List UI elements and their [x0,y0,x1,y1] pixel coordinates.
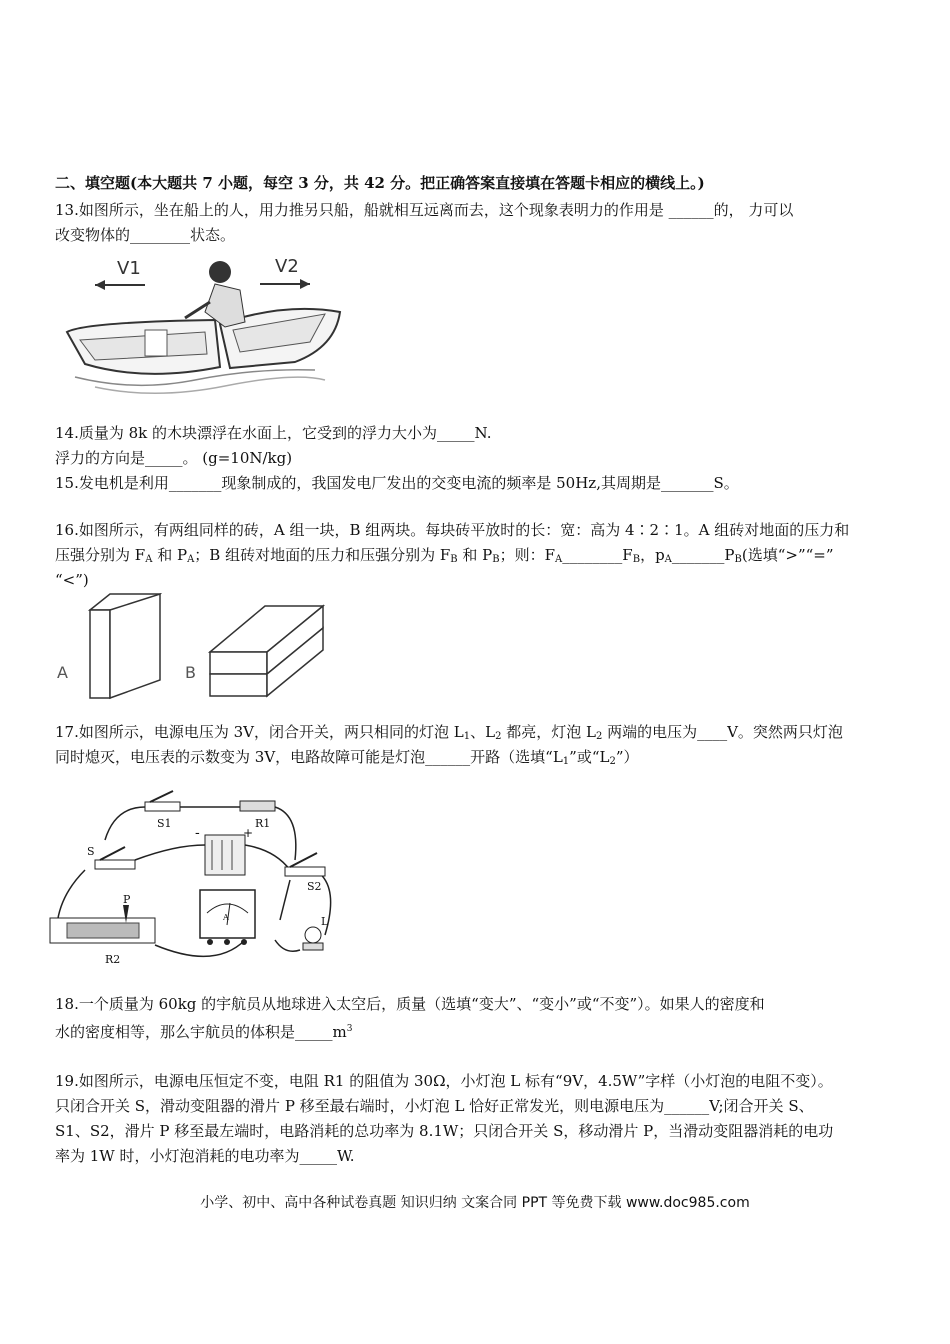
s1-label: S1 [157,817,172,830]
v2-label: V2 [275,256,299,277]
battery-minus: - [195,825,200,841]
q18-line1: 18.一个质量为 60kg 的宇航员从地球进入太空后，质量（选填“变大”、“变小”或“不变”）。如果人的密度和 [55,995,765,1013]
q19-line4: 率为 1W 时，小灯泡消耗的电功率为_____W. [55,1147,355,1165]
q18-line2: 水的密度相等，那么宇航员的体积是$\_\_\_\_\_m^3$ [55,1023,353,1041]
q19-line1: 19.如图所示，电源电压恒定不变，电阻 R1 的阻值为 30Ω，小灯泡 L 标有“9V，4.5W”字样（小灯泡的电阻不变）。 [55,1072,833,1090]
footer-text: 小学、初中、高中各种试卷真题 知识归纳 文案合同 PPT 等免费下载 www.doc985.com [200,1195,750,1211]
q14-line2: 浮力的方向是_____。 (g=10N/kg) [55,449,293,467]
s2-label: S2 [307,880,322,893]
meter-label: A [223,913,229,922]
r1-label: R1 [255,817,271,830]
q17-line2: 同时熄灭，电压表的示数变为 3V，电路故障可能是灯泡______开路（选填“$L_1$”或“$L_2$”） [55,748,639,767]
r2-label: R2 [105,953,121,966]
q16-line1: 16.如图所示，有两组同样的砖，A 组一块，B 组两块。每块砖平放时的长：宽：高为 4∶2∶1。A 组砖对地面的压力和 [55,521,850,539]
v1-label: V1 [117,258,141,279]
l-label: L [321,915,329,928]
brick-b-label: B [185,663,196,682]
q16-line2: 压强分别为 $F_A$ 和 $P_A$；B 组砖对地面的压力和压强分别为 $F_B$ 和 $P_B$；则：$F_A\_\_\_\_\_\_\_\_F_B$，$p_A\_\_\_\_\_\_\_P_B$(选填“>”“=” [55,546,834,565]
q19-line2: 只闭合开关 S，滑动变阻器的滑片 P 移至最右端时，小灯泡 L 恰好正常发光，则电源电压为______V;闭合开关 S、 [55,1097,814,1115]
bricks-figure [55,590,335,700]
q19-line3: S1、S2，滑片 P 移至最左端时，电路消耗的总功率为 8.1W；只闭合开关 S，移动滑片 P，当滑动变阻器消耗的电功 [55,1122,834,1140]
q16-line3: “<”) [55,571,89,589]
q15-line1: 15.发电机是利用_______现象制成的，我国发电厂发出的交变电流的频率是 50Hz,其周期是_______S。 [55,474,739,492]
section-title: 二、填空题(本大题共 7 小题，每空 3 分，共 42 分。把正确答案直接填在答题卡相应的横线上。) [55,174,705,192]
s-label: S [87,845,95,858]
battery-plus: + [243,826,254,840]
q13-line1: 13.如图所示，坐在船上的人，用力推另只船，船就相互远离而去，这个现象表明力的作用是 ______的， 力可以 [55,201,794,219]
circuit-figure [45,785,345,970]
q13-line2: 改变物体的________状态。 [55,226,236,244]
q17-line1: 17.如图所示，电源电压为 3V，闭合开关，两只相同的灯泡 $L_1$、$L_2$ 都亮，灯泡 $L_2$ 两端的电压为____V。突然两只灯泡 [55,723,843,742]
p-label: P [123,893,131,906]
q14-line1: 14.质量为 8k 的木块漂浮在水面上，它受到的浮力大小为_____N. [55,424,492,442]
brick-a-label: A [57,663,68,682]
boat-figure [55,252,345,412]
